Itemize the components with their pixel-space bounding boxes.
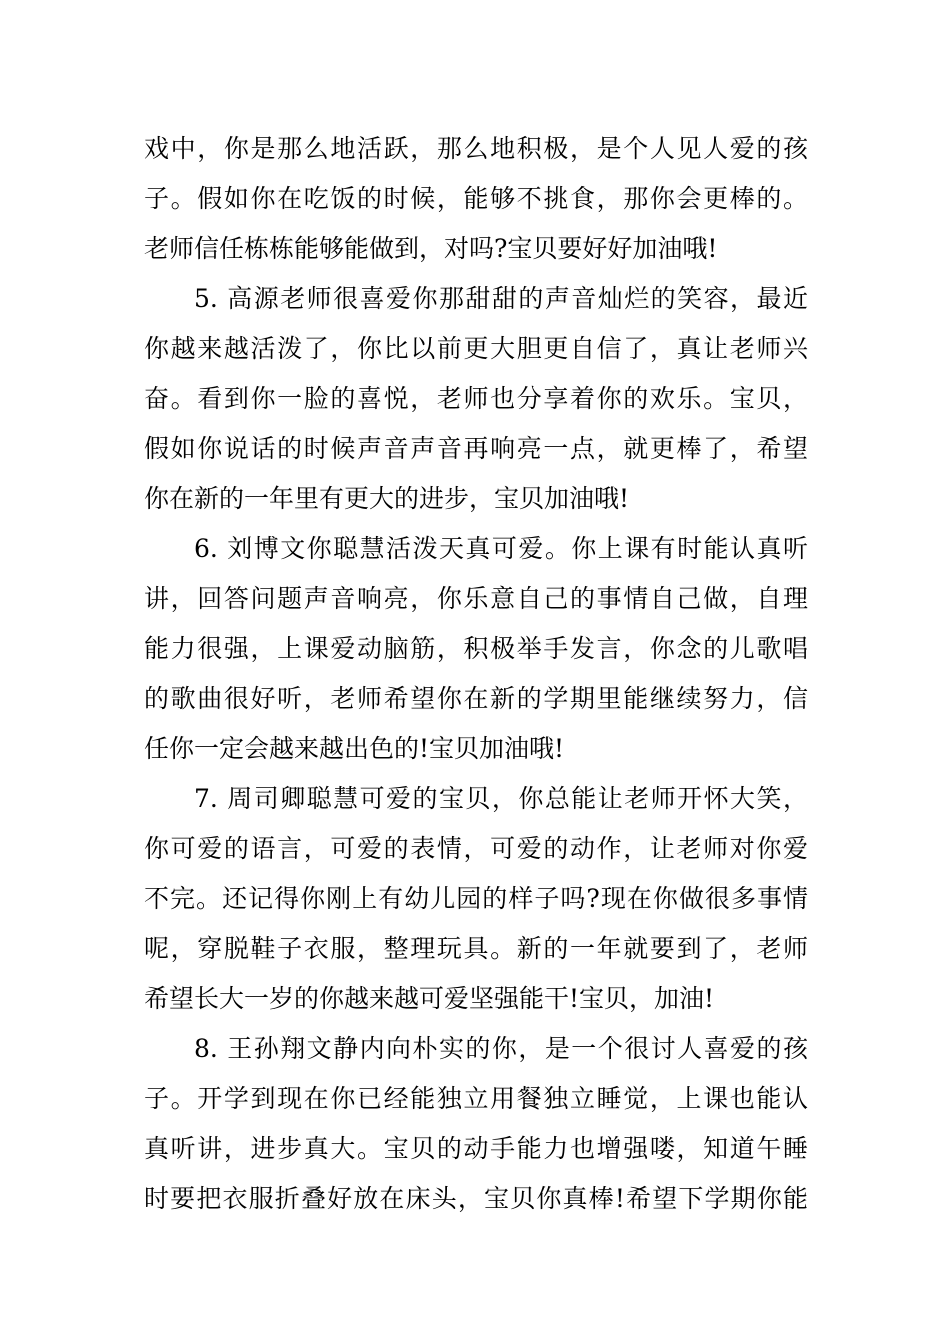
paragraph-6-first-line: 6. 刘博文你聪慧活泼天真可爱。你上课有时能认真听 [194,534,808,563]
text-line: 老师信任栋栋能够能做到，对吗?宝贝要好好加油哦! [144,234,718,263]
document-body [144,124,808,1224]
text-line: 你在新的一年里有更大的进步，宝贝加油哦! [144,484,630,513]
text-line: 不完。还记得你刚上有幼儿园的样子吗?现在你做很多事情 [144,884,808,913]
paragraph-7-first-line: 7. 周司卿聪慧可爱的宝贝，你总能让老师开怀大笑， [194,784,808,813]
text-line: 你越来越活泼了，你比以前更大胆更自信了，真让老师兴 [144,334,808,363]
text-line: 子。开学到现在你已经能独立用餐独立睡觉，上课也能认 [144,1084,808,1113]
text-line: 子。假如你在吃饭的时候，能够不挑食，那你会更棒的。 [144,184,808,213]
text-line: 戏中，你是那么地活跃，那么地积极，是个人见人爱的孩 [144,134,808,163]
text-line: 希望长大一岁的你越来越可爱坚强能干!宝贝，加油! [144,984,715,1013]
text-line: 的歌曲很好听，老师希望你在新的学期里能继续努力，信 [144,684,808,713]
text-line: 讲，回答问题声音响亮，你乐意自己的事情自己做，自理 [144,584,808,613]
text-line: 真听讲，进步真大。宝贝的动手能力也增强喽，知道午睡 [144,1134,808,1163]
text-line: 呢，穿脱鞋子衣服，整理玩具。新的一年就要到了，老师 [144,934,808,963]
text-line: 奋。看到你一脸的喜悦，老师也分享着你的欢乐。宝贝， [144,384,808,413]
paragraph-8-first-line: 8. 王孙翔文静内向朴实的你，是一个很讨人喜爱的孩 [194,1034,808,1063]
text-line: 假如你说话的时候声音声音再响亮一点，就更棒了，希望 [144,434,808,463]
text-line: 时要把衣服折叠好放在床头，宝贝你真棒!希望下学期你能 [144,1184,808,1213]
text-line: 你可爱的语言，可爱的表情，可爱的动作，让老师对你爱 [144,834,808,863]
paragraph-5-first-line: 5. 高源老师很喜爱你那甜甜的声音灿烂的笑容，最近 [194,284,808,313]
text-line: 任你一定会越来越出色的!宝贝加油哦! [144,734,565,763]
text-line: 能力很强，上课爱动脑筋，积极举手发言，你念的儿歌唱 [144,634,808,663]
